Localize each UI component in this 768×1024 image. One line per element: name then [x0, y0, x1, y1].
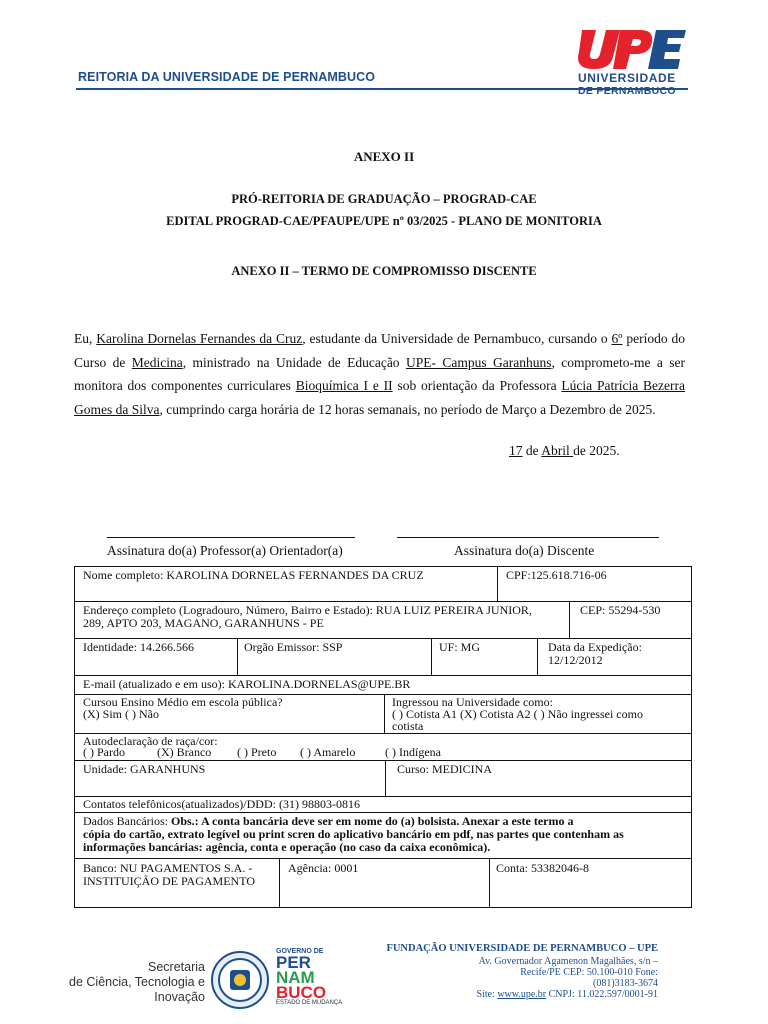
field-conta: Conta: 53382046-8 — [496, 861, 589, 875]
field-ingresso-value-2: cotista — [392, 719, 424, 733]
date-line: 17 de Abril de 2025. — [509, 443, 620, 458]
field-agencia: Agência: 0001 — [288, 861, 359, 875]
course: Medicina — [131, 354, 183, 370]
field-unidade: Unidade: GARANHUNS — [83, 762, 206, 776]
field-endereco-2: 289, APTO 203, MAGANO, GARANHUNS - PE — [83, 616, 324, 630]
professor: Lúcia Patrícia Bezerra Gomes da Silva — [74, 378, 685, 417]
student-name: Karolina Dornelas Fernandes da Cruz — [96, 331, 303, 346]
secretaria-text: Secretaria de Ciência, Tecnologia e Inovação — [69, 960, 205, 1004]
site-link[interactable]: www.upe.br — [497, 989, 547, 1000]
logo-line-2: DE PERNAMBUCO — [578, 85, 676, 97]
student-signature-label: Assinatura do(a) Discente — [454, 543, 595, 558]
upe-logo — [576, 28, 688, 100]
field-cpf: CPF:125.618.716-06 — [506, 568, 607, 582]
field-curso: Curso: MEDICINA — [397, 762, 492, 776]
field-bancarios-1: Dados Bancários: Obs.: A conta bancária deve ser em nome do (a) bolsista. Anexar a este termo a — [83, 814, 574, 828]
doc-heading-1: PRÓ-REITORIA DE GRADUAÇÃO – PROGRAD-CAE — [231, 192, 537, 206]
raca-option-pardo: ( ) Pardo — [83, 745, 125, 759]
field-ensino-value: (X) Sim ( ) Não — [83, 707, 159, 721]
professor-signature-label: Assinatura do(a) Professor(a) Orientador(a) — [107, 543, 343, 558]
raca-option-preto: ( ) Preto — [237, 745, 277, 759]
field-contatos: Contatos telefônicos(atualizados)/DDD: (31) 98803-0816 — [83, 797, 360, 811]
field-banco-2: INSTITUIÇÃO DE PAGAMENTO — [83, 874, 256, 888]
field-email: E-mail (atualizado e em uso): KAROLINA.DORNELAS@UPE.BR — [83, 677, 411, 691]
field-identidade: Identidade: 14.266.566 — [83, 640, 194, 654]
foundation-footer: FUNDAÇÃO UNIVERSIDADE DE PERNAMBUCO – UPE Av. Governador Agamenon Magalhães, s/n – Recife/PE CEP: 50.100-010 Fone: (081)3183-3674 Site: www.upe.br CNPJ: 11.022.597/0001-91 — [386, 943, 658, 1000]
logo-line-1: UNIVERSIDADE — [578, 71, 676, 85]
field-banco-1: Banco: NU PAGAMENTOS S.A. - — [83, 861, 253, 875]
field-expedicao-label: Data da Expedição: — [548, 640, 642, 654]
field-ensino-label: Cursou Ensino Médio em escola pública? — [83, 695, 283, 709]
field-raca-label: Autodeclaração de raça/cor: — [83, 734, 218, 748]
unit: UPE- Campus Garanhuns — [405, 354, 552, 370]
field-bancarios-3: informações bancárias: agência, conta e operação (no caso da caixa econômica). — [83, 840, 491, 854]
field-orgao: Orgão Emissor: SSP — [244, 640, 343, 654]
commitment-paragraph: Eu, Karolina Dornelas Fernandes da Cruz, estudante da Universidade de Pernambuco, cursando o 6º período do Curso de Medicina, ministrado na Unidade de Educação UPE- Campus Garanhuns, comprometo-me a ser monitora dos componentes curriculares Bioquímica I e II sob orientação da Professora Lúcia Patrícia Bezerra Gomes da Silva, cumprindo carga horária de 12 horas semanais, no período de Março a Dezembro de 2025. — [74, 331, 686, 417]
annex-title: ANEXO II — [353, 149, 415, 164]
period: 6º — [611, 331, 623, 346]
raca-option-amarelo: ( ) Amarelo — [300, 745, 356, 759]
pernambuco-seal-icon — [210, 950, 270, 1010]
upe-logo-mark-icon — [576, 28, 688, 72]
doc-subtitle: ANEXO II – TERMO DE COMPROMISSO DISCENTE — [231, 264, 537, 278]
field-bancarios-2: cópia do cartão, extrato legível ou print scren do aplicativo bancário em pdf, nas partes que contenham as — [83, 827, 624, 841]
governo-pernambuco-logo: GOVERNO DE PER NAM BUCO ESTADO DE MUDANÇA — [276, 948, 343, 1006]
professor-signature-line — [107, 537, 355, 538]
components: Bioquímica I e II — [295, 378, 393, 393]
field-cep: CEP: 55294-530 — [580, 603, 661, 617]
raca-option-branco: (X) Branco — [157, 745, 212, 759]
field-ingresso-label: Ingressou na Universidade como: — [392, 695, 553, 709]
field-endereco-1: Endereço completo (Logradouro, Número, Bairro e Estado): RUA LUIZ PEREIRA JUNIOR, — [83, 603, 532, 617]
doc-heading-2: EDITAL PROGRAD-CAE/PFAUPE/UPE nº 03/2025 - PLANO DE MONITORIA — [166, 214, 602, 228]
raca-option-indigena: ( ) Indígena — [385, 745, 441, 759]
field-nome: Nome completo: KAROLINA DORNELAS FERNANDES DA CRUZ — [83, 568, 424, 582]
field-ingresso-value: ( ) Cotista A1 (X) Cotista A2 ( ) Não ingressei como — [392, 707, 643, 721]
field-expedicao-value: 12/12/2012 — [548, 653, 603, 667]
header-title: REITORIA DA UNIVERSIDADE DE PERNAMBUCO — [78, 70, 376, 84]
student-signature-line — [397, 537, 659, 538]
field-uf: UF: MG — [439, 640, 481, 654]
